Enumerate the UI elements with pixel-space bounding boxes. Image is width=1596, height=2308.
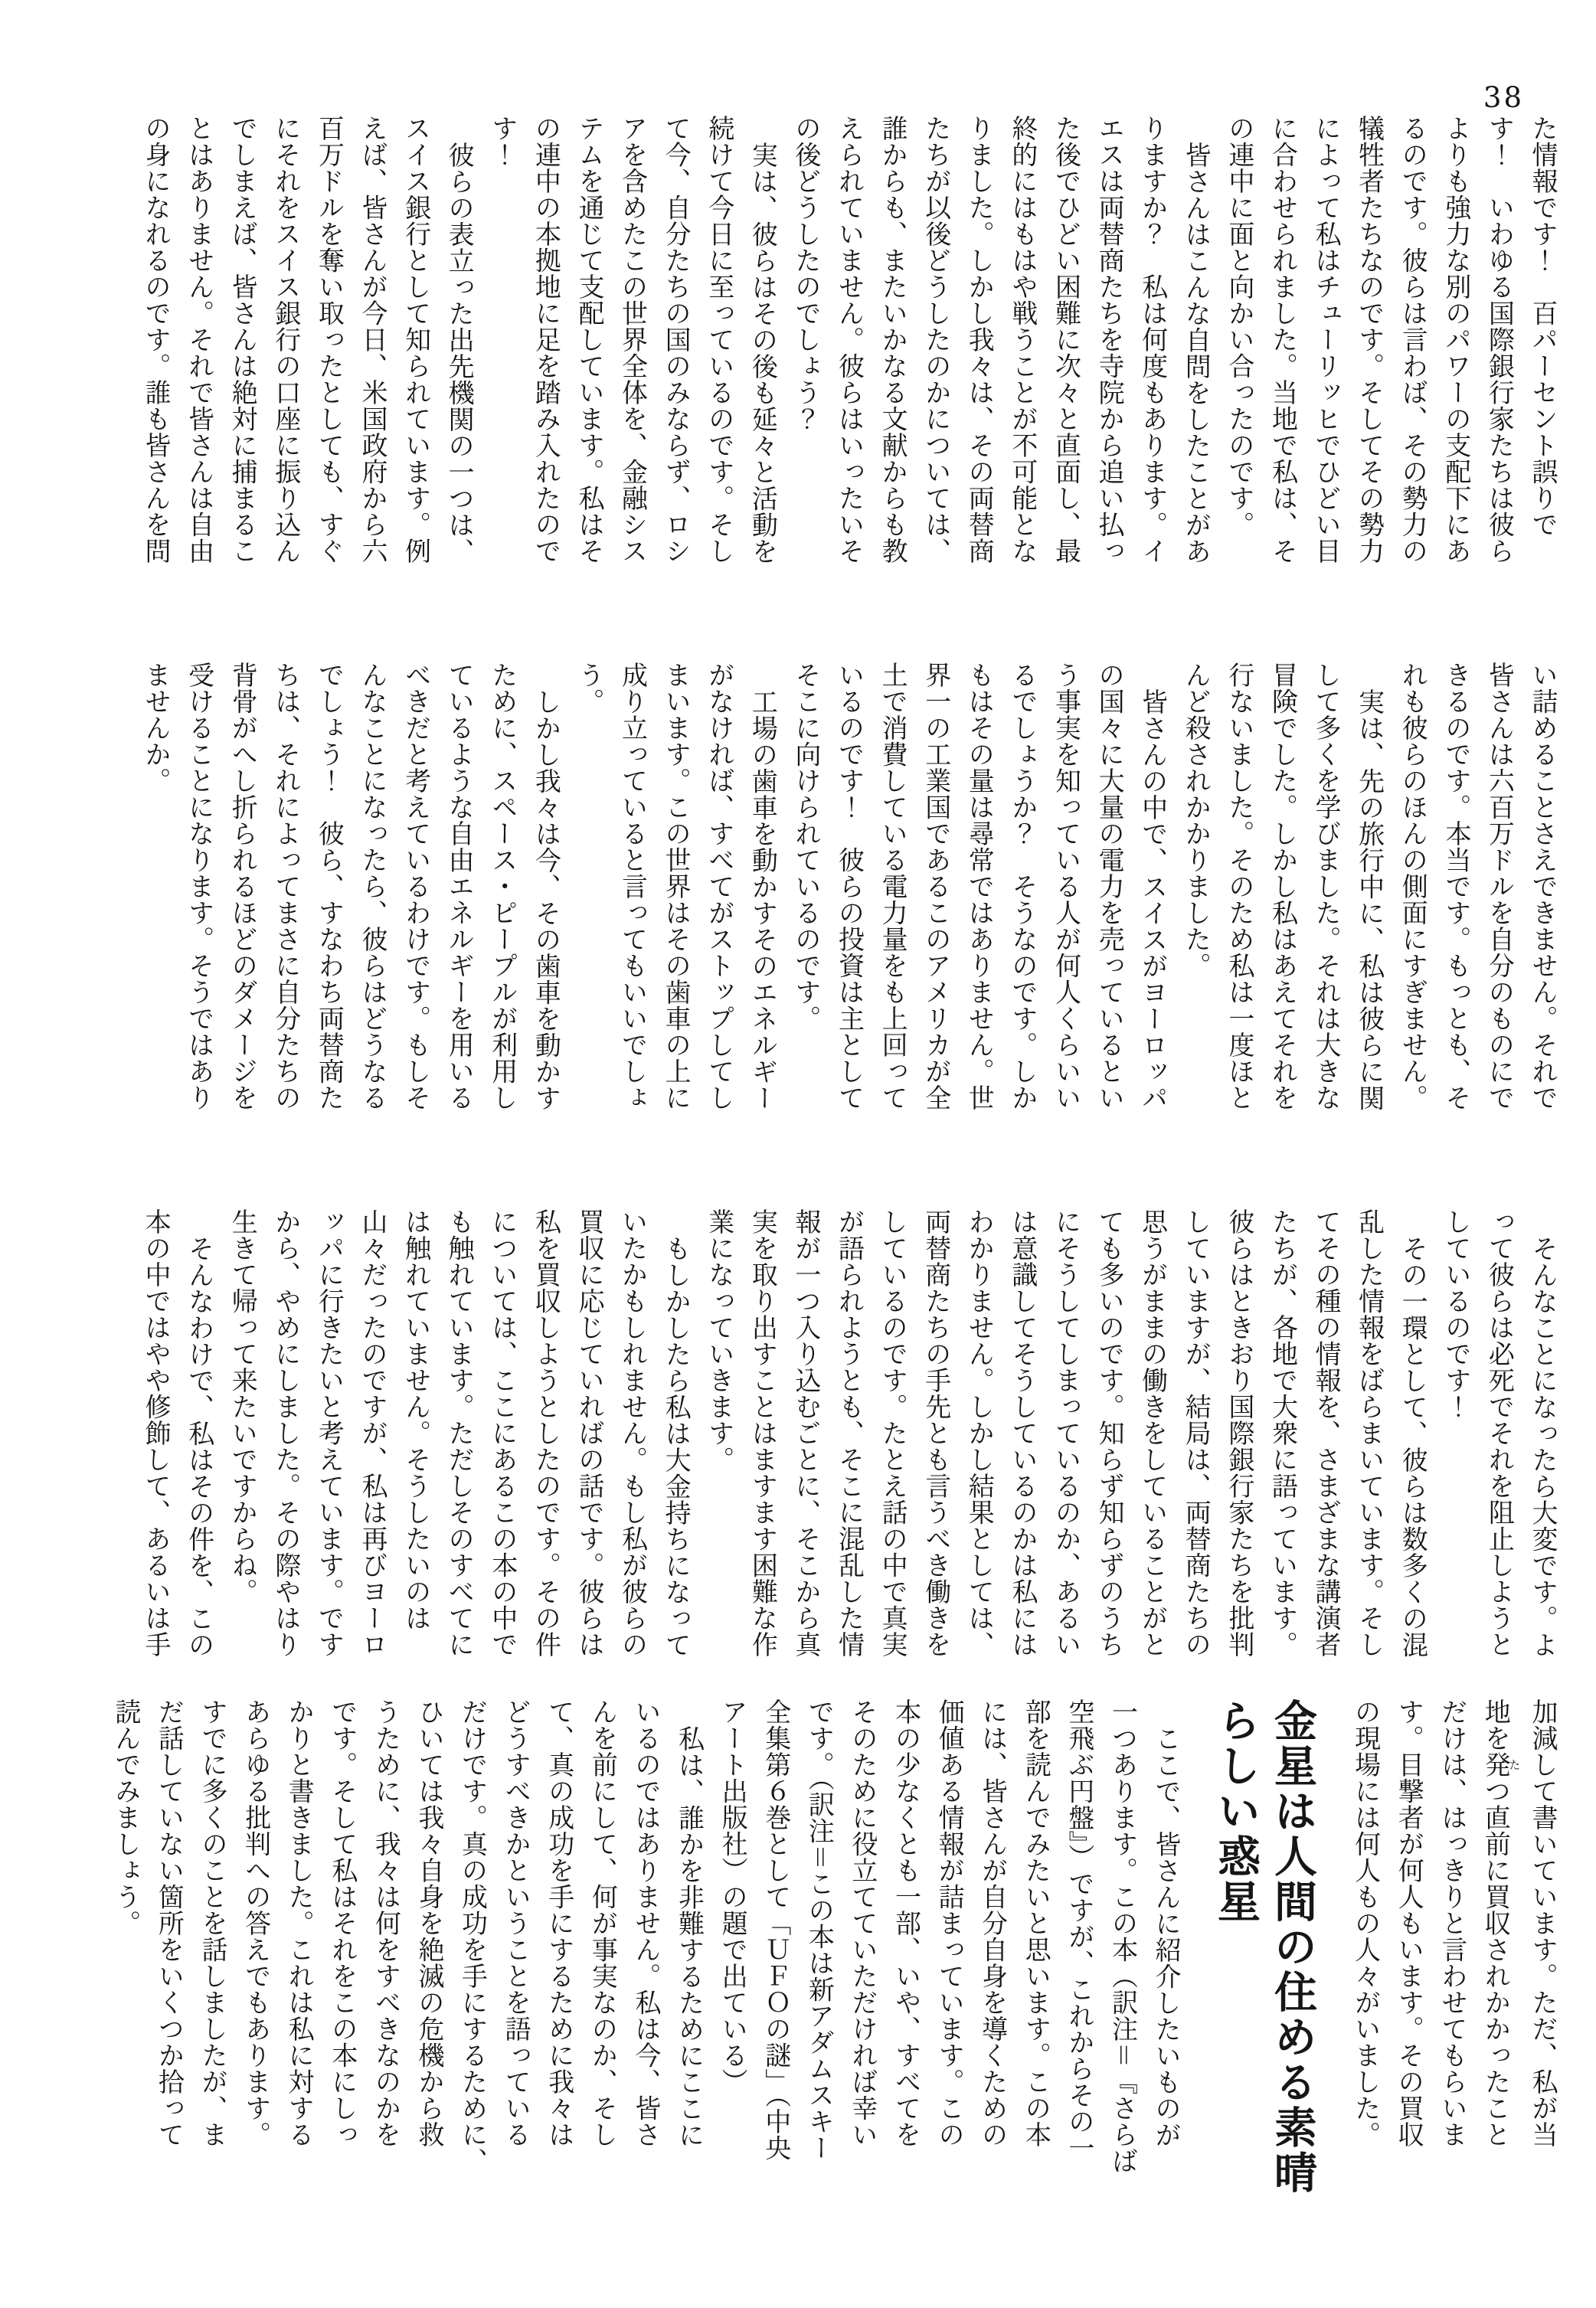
text-column: 成り立っていると言ってもいいでしょ <box>616 662 648 1111</box>
text-column: ちは、それによってまさに自分たちの <box>270 662 301 1111</box>
text-column: にそうしてしまっているのか、あるい <box>1050 1208 1081 1658</box>
text-column: スイス銀行として知られています。例 <box>400 115 431 564</box>
text-column: 界一の工業国であるこのアメリカが全 <box>920 662 951 1111</box>
text-column: 皆さんは六百万ドルを自分のものにで <box>1483 662 1515 1111</box>
text-column: がなければ、すべてがストップしてし <box>703 662 734 1111</box>
text-column: 両替商たちの手先とも言うべき働きを <box>920 1208 951 1658</box>
text-column: 土で消費している電力量をも上回って <box>877 662 908 1111</box>
text-column: 誰からも、またいかなる文献からも教 <box>877 115 908 564</box>
text-column: は触れていません。そうしたいのは <box>400 1208 431 1631</box>
text-column: ても多いのです。知らず知らずのうち <box>1094 1208 1125 1658</box>
text-column: 続けて今日に至っているのです。そし <box>703 115 734 564</box>
text-column: 彼らの表立った出先機関の一つは、 <box>443 142 475 564</box>
text-column: 犠牲者たちなのです。そしてその勢力 <box>1353 115 1385 564</box>
text-column: どうすべきかということを語っている <box>500 1698 531 2148</box>
text-column: もはその量は尋常ではありません。世 <box>963 662 995 1111</box>
furigana: た <box>1507 1751 1522 1778</box>
text-column: が語られようとも、そこに混乱した情 <box>833 1208 865 1658</box>
text-column: 実を取り出すことはますます困難な作 <box>747 1208 778 1658</box>
text-column: 空飛ぶ円盤』）ですが、これからその一 <box>1063 1698 1094 2161</box>
text-column: しかし我々は今、その歯車を動かす <box>530 688 561 1111</box>
text-column: しているのです！ <box>1440 1208 1471 1420</box>
text-column: テムを通じて支配しています。私はそ <box>573 115 604 564</box>
text-column: アート出版社）の題で出ている） <box>717 1698 748 2095</box>
text-column: とはありません。それで皆さんは自由 <box>183 115 214 564</box>
text-column: だけは、はっきりと言わせてもらいま <box>1436 1698 1467 2148</box>
text-column: だけです。真の成功を手にするために、 <box>456 1698 488 2174</box>
text-column: す！ いわゆる国際銀行家たちは彼ら <box>1483 115 1515 564</box>
text-column: えば、皆さんが今日、米国政府から六 <box>356 115 388 564</box>
text-column: 乱した情報をばらまいています。そし <box>1353 1208 1385 1658</box>
text-column: ているような自由エネルギーを用いる <box>443 662 475 1111</box>
text-column: 背骨がへし折られるほどのダメージを <box>227 662 258 1111</box>
text-column: たちが以後どうしたのかについては、 <box>920 115 951 564</box>
text-column: です。（訳注＝この本は新アダムスキー <box>803 1698 835 2161</box>
text-column: 価値ある情報が詰まっています。この <box>934 1698 965 2148</box>
text-column: から、やめにしました。その際やはり <box>270 1208 301 1658</box>
text-column: でしまえば、皆さんは絶対に捕まるこ <box>227 115 258 564</box>
text-column: していますが、結局は、両替商たちの <box>1180 1208 1212 1658</box>
text-column: して多くを学びました。それは大きな <box>1310 662 1342 1111</box>
text-column: そこに向けられているのです。 <box>790 662 821 1031</box>
text-column: まいます。この世界はその歯車の上に <box>660 662 692 1111</box>
text-column: いるのです！ 彼らの投資は主として <box>833 662 865 1111</box>
text-column: 受けることになります。そうではあり <box>183 662 214 1111</box>
text-column: う。 <box>573 662 604 714</box>
text-column: かりと書きました。これは私に対する <box>283 1698 315 2148</box>
text-column: エスは両替商たちを寺院から追い払っ <box>1094 115 1125 564</box>
text-column: いたかもしれません。もし私が彼らの <box>616 1208 648 1658</box>
text-band-1 <box>133 115 1564 632</box>
band-4-columns-after-heading <box>103 1698 1187 2215</box>
text-column: すでに多くのことを話しましたが、ま <box>196 1698 227 2148</box>
text-column: す！ <box>486 115 518 168</box>
text-column: ひいては我々自身を絶滅の危機から救 <box>413 1698 444 2148</box>
text-column: その一環として、彼らは数多くの混 <box>1397 1235 1428 1658</box>
text-column: の身になれるのです。誰も皆さんを問 <box>140 115 171 564</box>
text-column: ここで、皆さんに紹介したいものが <box>1150 1725 1182 2148</box>
text-column: の国々に大量の電力を売っているとい <box>1094 662 1125 1111</box>
text-column: アを含めたこの世界全体を、金融シス <box>616 115 648 564</box>
text-column: です。そして私はそれをこの本にしっ <box>326 1698 358 2148</box>
text-column: ッパに行きたいと考えています。です <box>313 1208 345 1658</box>
text-column: 私を買収しようとしたのです。その件 <box>530 1208 561 1658</box>
band-4-columns-before-heading <box>1343 1698 1564 2215</box>
text-column: そんなわけで、私はその件を、この <box>183 1235 214 1658</box>
text-column: 地を発たつ直前に買収されかかったこと <box>1480 1698 1522 2148</box>
text-column: 私は、誰かを非難するためにここに <box>673 1725 705 2148</box>
section-heading <box>1207 1698 1320 2215</box>
text-column: の後どうしたのでしょう？ <box>790 115 821 432</box>
text-column: は意識してそうしているのかは私には <box>1006 1208 1038 1658</box>
section-heading-line-1: 金星は人間の住める素晴 <box>1267 1698 1318 2195</box>
text-column: 実は、先の旅行中に、私は彼らに関 <box>1353 688 1385 1111</box>
text-column: 彼らはときおり国際銀行家たちを批判 <box>1223 1208 1254 1658</box>
text-column: 本の中ではやや修飾して、あるいは手 <box>140 1208 171 1658</box>
section-heading-line-2: らしい惑星 <box>1211 1698 1261 1924</box>
text-column: によって私はチューリッヒでひどい目 <box>1310 115 1342 564</box>
text-column: 行ないました。そのため私は一度ほと <box>1223 662 1254 1111</box>
text-column: きるのです。本当です。もっとも、そ <box>1440 662 1471 1111</box>
text-column: しているのです。たとえ話の中で真実 <box>877 1208 908 1658</box>
text-band-4 <box>103 1698 1564 2215</box>
text-column: るでしょうか？ そうなのです。しか <box>1006 662 1038 1111</box>
text-column: の連中の本拠地に足を踏み入れたので <box>530 115 561 564</box>
text-column: ませんか。 <box>140 662 171 794</box>
page-number: 38 <box>1483 81 1524 114</box>
text-column: 皆さんはこんな自問をしたことがあ <box>1180 142 1212 564</box>
text-column: 業になっていきます。 <box>703 1208 734 1473</box>
text-column: んを前にして、何が事実なのか、そし <box>587 1698 618 2148</box>
text-column: 工場の歯車を動かすそのエネルギー <box>747 688 778 1111</box>
text-column: てその種の情報を、さまざまな講演者 <box>1310 1208 1342 1658</box>
text-column: りますか？ 私は何度もあります。イ <box>1136 115 1168 564</box>
text-column: そんなことになったら大変です。よ <box>1527 1235 1558 1658</box>
text-column: 冒険でした。しかし私はあえてそれを <box>1267 662 1298 1111</box>
text-column: 全集第６巻として「ＵＦＯの謎」（中央 <box>760 1698 791 2161</box>
text-column: 部を読んでみたいと思います。この本 <box>1020 1698 1051 2148</box>
text-column: だ話していない箇所をいくつか拾って <box>153 1698 185 2148</box>
text-column: でしょう！ 彼ら、すなわち両替商た <box>313 662 345 1111</box>
text-column: て今、自分たちの国のみならず、ロシ <box>660 115 692 564</box>
text-column: もしかしたら私は大金持ちになって <box>660 1235 692 1658</box>
text-column: も触れています。ただしそのすべてに <box>443 1208 475 1658</box>
text-column: う事実を知っている人が何人くらいい <box>1050 662 1081 1111</box>
text-column: に合わせられました。当地で私は、そ <box>1267 115 1298 564</box>
text-column: にそれをスイス銀行の口座に振り込ん <box>270 115 301 564</box>
text-band-2 <box>133 662 1564 1179</box>
text-band-3 <box>133 1208 1564 1725</box>
text-column: ために、スペース・ピープルが利用し <box>486 662 518 1111</box>
text-column: そのために役立てていただければ幸い <box>846 1698 878 2148</box>
text-column: あらゆる批判への答えでもあります。 <box>240 1698 271 2148</box>
text-column: 本の少なくとも一部、いや、すべてを <box>890 1698 921 2148</box>
text-column: わかりません。しかし結果としては、 <box>963 1208 995 1658</box>
text-column: 思うがままの働きをしていることがと <box>1136 1208 1168 1658</box>
text-column: りました。しかし我々は、その両替商 <box>963 115 995 564</box>
text-column: については、ここにあるこの本の中で <box>486 1208 518 1658</box>
text-column: いるのではありません。私は今、皆さ <box>630 1698 661 2148</box>
text-column: んなことになったら、彼らはどうなる <box>356 662 388 1111</box>
text-column: 生きて帰って来たいですからね。 <box>227 1208 258 1605</box>
text-column: るのです。彼らは言わば、その勢力の <box>1397 115 1428 564</box>
text-column: い詰めることさえできません。それで <box>1527 662 1558 1111</box>
text-column: 山々だったのですが、私は再びヨーロ <box>356 1208 388 1658</box>
text-column: た情報です！ 百パーセント誤りで <box>1527 115 1558 538</box>
text-column: の連中に面と向かい合ったのです。 <box>1223 115 1254 538</box>
text-column: たちが、各地で大衆に語っています。 <box>1267 1208 1298 1658</box>
text-column: よりも強力な別のパワーの支配下にあ <box>1440 115 1471 564</box>
text-column: 皆さんの中で、スイスがヨーロッパ <box>1136 688 1168 1111</box>
text-column: 報が一つ入り込むごとに、そこから真 <box>790 1208 821 1658</box>
text-column: て、真の成功を手にするために我々は <box>543 1698 574 2148</box>
text-column: うために、我々は何をすべきなのかを <box>370 1698 401 2148</box>
text-column: た後でひどい困難に次々と直面し、最 <box>1050 115 1081 564</box>
text-column: す。目撃者が何人もいます。その買収 <box>1393 1698 1424 2148</box>
text-column: えられていません。彼らはいったいそ <box>833 115 865 564</box>
text-column: んど殺されかかりました。 <box>1180 662 1212 979</box>
text-column: 実は、彼らはその後も延々と活動を <box>747 142 778 564</box>
text-column: の現場には何人もの人々がいました。 <box>1349 1698 1381 2148</box>
text-column: 買収に応じていればの話です。彼らは <box>573 1208 604 1658</box>
text-column: れも彼らのほんの側面にすぎません。 <box>1397 662 1428 1111</box>
text-column: 加減して書いています。ただ、私が当 <box>1527 1698 1558 2148</box>
text-column: 読んでみましょう。 <box>110 1698 141 1937</box>
text-column: 終的にはもはや戦うことが不可能とな <box>1006 115 1038 564</box>
text-column: べきだと考えているわけです。もしそ <box>400 662 431 1111</box>
text-column: 一つあります。この本（訳注＝『さらば <box>1107 1698 1138 2174</box>
text-column: って彼らは必死でそれを阻止しようと <box>1483 1208 1515 1658</box>
text-column: 百万ドルを奪い取ったとしても、すぐ <box>313 115 345 564</box>
text-column: には、皆さんが自分自身を導くための <box>976 1698 1008 2148</box>
